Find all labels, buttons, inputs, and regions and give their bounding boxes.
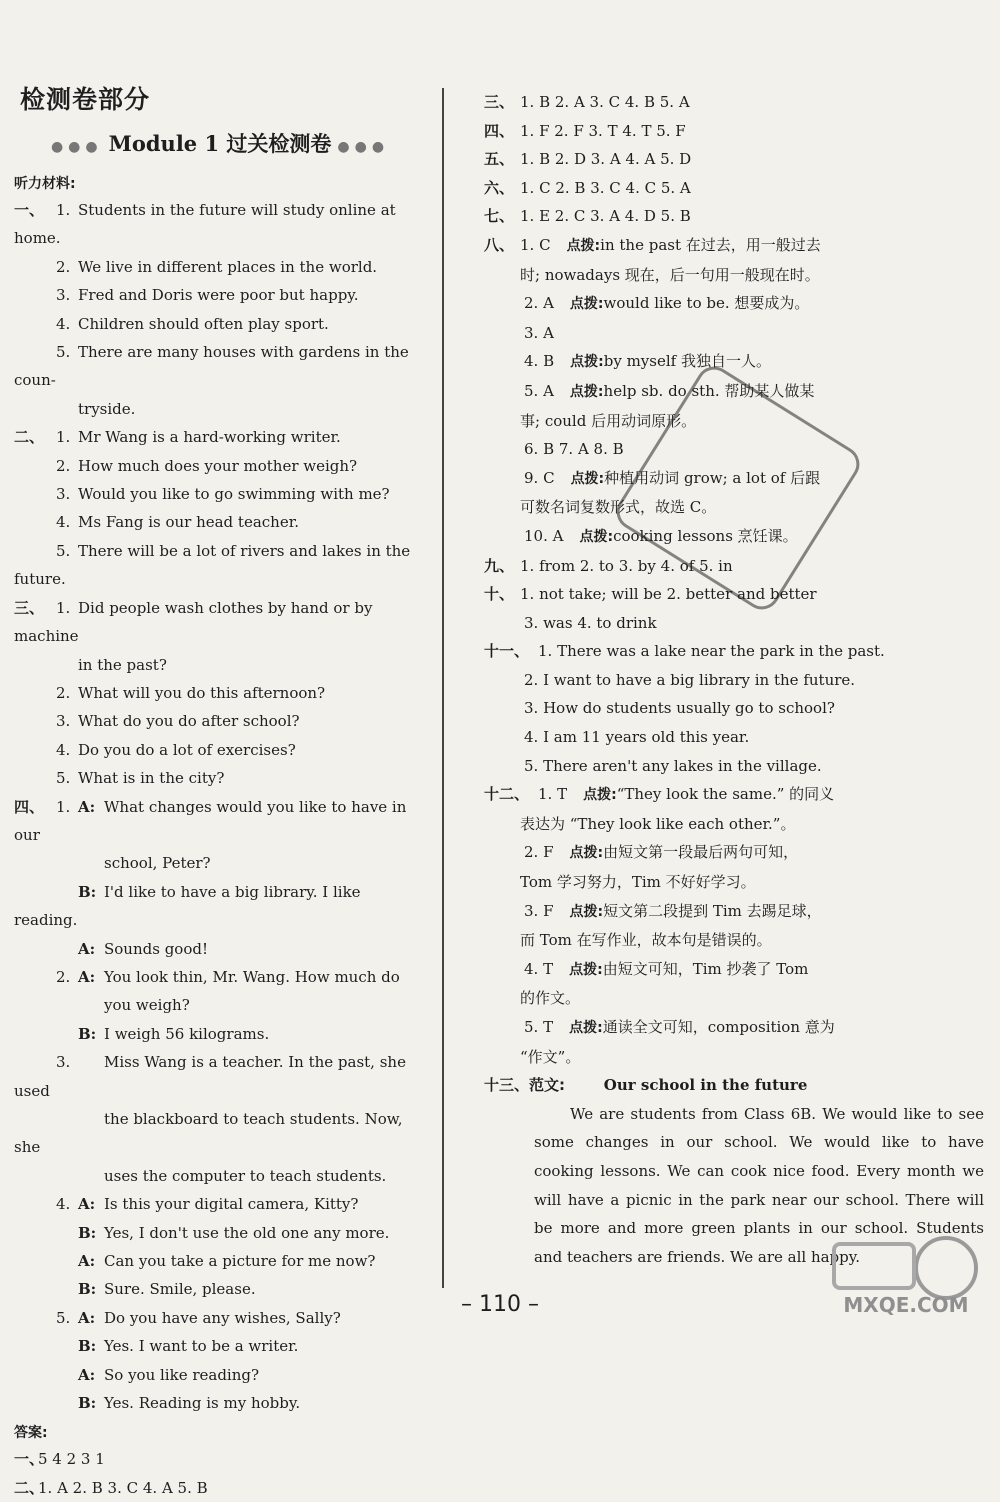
item-number: 1. bbox=[56, 201, 71, 219]
answer-key-text: 2. I want to have a big library in the future. bbox=[524, 670, 856, 689]
listening-row bbox=[14, 1162, 426, 1190]
row-prefix: 二、 bbox=[14, 428, 45, 447]
speaker-label: B: bbox=[78, 1223, 97, 1242]
answer-key-text: 可数名词复数形式，故选 C。 bbox=[520, 498, 717, 517]
answer-key-row bbox=[484, 1013, 984, 1043]
answer-key-text: “作文”。 bbox=[520, 1047, 581, 1066]
answer-key-row bbox=[484, 88, 984, 117]
listening-text: Sounds good! bbox=[104, 939, 208, 958]
item-number: 4. bbox=[56, 1195, 71, 1214]
hint-label: 点拨: bbox=[570, 470, 605, 487]
answer-key-row bbox=[484, 810, 984, 839]
essay-heading bbox=[484, 1071, 984, 1100]
hint-text: by myself 我独自一人。 bbox=[603, 352, 771, 371]
answer-key-row bbox=[484, 666, 984, 695]
answer-key-text: 3. How do students usually go to school? bbox=[524, 699, 835, 718]
hint-text: cooking lessons 烹饪课。 bbox=[613, 526, 798, 545]
listening-row bbox=[14, 878, 426, 935]
listening-row bbox=[14, 1332, 426, 1360]
listening-row bbox=[14, 1219, 426, 1247]
answer-key-text: 1. from 2. to 3. by 4. of 5. in bbox=[520, 556, 733, 575]
answer-key-text: 10. A bbox=[524, 526, 564, 545]
speaker-label: A: bbox=[78, 967, 96, 986]
answer-key-text: 5. There aren't any lakes in the village. bbox=[524, 756, 822, 775]
listening-row bbox=[14, 849, 426, 877]
listening-row bbox=[14, 651, 426, 679]
hint-text: help sb. do sth. 帮助某人做某 bbox=[603, 381, 815, 400]
listening-text: Ms Fang is our head teacher. bbox=[78, 513, 300, 532]
answer-key-row bbox=[484, 868, 984, 897]
answer-key-text: 1. F 2. F 3. T 4. T 5. F bbox=[520, 121, 686, 140]
answer-key-row bbox=[484, 897, 984, 927]
listening-text: You look thin, Mr. Wang. How much do bbox=[104, 967, 400, 986]
section-title: 检测卷部分 bbox=[20, 85, 151, 114]
right-column bbox=[484, 88, 984, 1271]
listening-row bbox=[14, 764, 426, 792]
hint-text: 种植用动词 grow; a lot of 后跟 bbox=[604, 468, 821, 487]
listening-text: How much does your mother weigh? bbox=[78, 456, 358, 475]
listening-list bbox=[14, 196, 426, 1417]
speaker-label: B: bbox=[78, 1280, 97, 1299]
answer-key-row bbox=[484, 637, 984, 666]
hint-label: 点拨: bbox=[569, 903, 604, 920]
row-prefix: 七、 bbox=[484, 207, 515, 226]
answer-key-text: 1. not take; will be 2. better and better bbox=[520, 585, 817, 604]
row-prefix: 五、 bbox=[484, 150, 515, 169]
listening-text: Yes, I don't use the old one any more. bbox=[104, 1223, 390, 1242]
row-prefix: 六、 bbox=[484, 178, 515, 197]
listening-row bbox=[14, 935, 426, 963]
item-number: 4. bbox=[56, 513, 71, 532]
listening-text: Students in the future will study online at home. bbox=[14, 201, 396, 248]
essay-prefix: 十三、范文: bbox=[484, 1076, 565, 1095]
listening-text: We live in different places in the world. bbox=[78, 257, 378, 276]
item-number: 2. bbox=[56, 683, 71, 702]
answer-key-row bbox=[484, 174, 984, 203]
listening-row bbox=[14, 1020, 426, 1048]
answer-key-text: 3. F bbox=[524, 901, 554, 920]
hint-text: in the past 在过去，用一般过去 bbox=[600, 235, 821, 254]
listening-text: in the past? bbox=[78, 655, 167, 674]
answer-key-text: 事; could 后用动词原形。 bbox=[520, 411, 697, 430]
answer-key-row bbox=[484, 609, 984, 638]
answer-key-text: 1. T bbox=[538, 785, 568, 804]
listening-text: Do you have any wishes, Sally? bbox=[104, 1308, 341, 1327]
row-prefix: 三、 bbox=[14, 598, 45, 617]
row-prefix: 十二、 bbox=[484, 785, 530, 804]
answer-row bbox=[14, 1474, 426, 1502]
answer-row bbox=[14, 1445, 426, 1473]
listening-text: I'd like to have a big library. I like reading. bbox=[14, 882, 361, 930]
hint-text: 由短文可知，Tim 抄袭了 Tom bbox=[602, 959, 809, 978]
speaker-label: B: bbox=[78, 1024, 97, 1043]
listening-text: There are many houses with gardens in the coun- bbox=[14, 343, 409, 390]
listening-row bbox=[14, 594, 426, 651]
answer-key-row bbox=[484, 319, 984, 348]
listening-row bbox=[14, 1190, 426, 1218]
item-number: 5. bbox=[56, 343, 71, 362]
hint-text: 由短文第一段最后两句可知， bbox=[603, 843, 799, 862]
answer-key-text: 4. B bbox=[524, 352, 555, 371]
speaker-label: B: bbox=[78, 1337, 97, 1356]
essay-body: We are students from Class 6B. We would like to see some changes in our school. We would like to have cooking lessons. We can cook nice food. Every month we will have a picnic in the park near our school. There will be more and more green plants in our school. Students and teachers are friends. We are all happy. bbox=[534, 1104, 984, 1266]
row-prefix: 十、 bbox=[484, 585, 515, 604]
answer-key-text: 1. B 2. A 3. C 4. B 5. A bbox=[520, 93, 690, 111]
answer-key-row bbox=[484, 289, 984, 319]
answer-key-text: 5. A bbox=[524, 381, 554, 400]
row-prefix: 十一、 bbox=[484, 642, 530, 661]
answer-key-text: 4. T bbox=[524, 959, 554, 978]
answer-key-row bbox=[484, 723, 984, 752]
listening-row bbox=[14, 679, 426, 707]
answer-key-row bbox=[484, 780, 984, 810]
answer-key-text: 1. E 2. C 3. A 4. D 5. B bbox=[520, 207, 691, 226]
listening-text: There will be a lot of rivers and lakes in the future. bbox=[14, 541, 411, 589]
hint-label: 点拨: bbox=[569, 296, 604, 313]
module-title-text: Module 1 过关检测卷 bbox=[108, 131, 332, 156]
row-prefix: 一、 bbox=[14, 201, 45, 219]
answer-key-text: 1. B 2. D 3. A 4. A 5. D bbox=[520, 150, 692, 169]
listening-row bbox=[14, 1048, 426, 1105]
hint-text: “They look the same.” 的同义 bbox=[616, 785, 835, 804]
left-column bbox=[14, 80, 426, 1502]
item-number: 3. bbox=[56, 1053, 71, 1072]
listening-text: What is in the city? bbox=[78, 769, 225, 788]
answer-key-row bbox=[484, 984, 984, 1013]
answer-key-text: 5. T bbox=[524, 1018, 554, 1036]
item-number: 3. bbox=[56, 712, 71, 731]
listening-row bbox=[14, 423, 426, 451]
hint-text: 短文第二段提到 Tim 去踢足球， bbox=[603, 901, 822, 920]
essay-title: Our school in the future bbox=[603, 1076, 808, 1095]
listening-text: you weigh? bbox=[104, 996, 190, 1015]
item-number: 5. bbox=[56, 541, 71, 560]
hint-label: 点拨: bbox=[569, 961, 603, 978]
listening-text: tryside. bbox=[78, 399, 136, 418]
answer-key-row bbox=[484, 347, 984, 377]
listening-row bbox=[14, 196, 426, 253]
answer-key-row bbox=[484, 231, 984, 261]
item-number: 3. bbox=[56, 286, 71, 305]
answer-text: 1. A 2. B 3. C 4. A 5. B bbox=[38, 1478, 208, 1497]
listening-text: Would you like to go swimming with me? bbox=[78, 485, 390, 504]
speaker-label: A: bbox=[78, 1308, 96, 1327]
listening-text: I weigh 56 kilograms. bbox=[104, 1024, 270, 1043]
speaker-label: A: bbox=[78, 939, 96, 958]
listening-row bbox=[14, 310, 426, 338]
answer-key-row bbox=[484, 117, 984, 146]
answers-list bbox=[14, 1445, 426, 1502]
listening-text: Mr Wang is a hard-working writer. bbox=[78, 428, 341, 447]
item-number: 5. bbox=[56, 1308, 71, 1327]
listening-text: So you like reading? bbox=[104, 1365, 260, 1384]
listening-row bbox=[14, 1105, 426, 1162]
listening-text: Do you do a lot of exercises? bbox=[78, 740, 296, 759]
answer-key-text: 3. was 4. to drink bbox=[524, 613, 657, 632]
listening-row bbox=[14, 480, 426, 508]
hint-label: 点拨: bbox=[570, 354, 604, 371]
listening-text: the blackboard to teach students. Now, she bbox=[14, 1110, 403, 1157]
listening-label: 听力材料: bbox=[14, 176, 76, 192]
item-number: 1. bbox=[56, 797, 71, 816]
answer-key-text: 6. B 7. A 8. B bbox=[524, 440, 624, 459]
row-prefix: 八、 bbox=[484, 235, 515, 254]
answer-key-row bbox=[484, 145, 984, 174]
answer-key-text: 表达为 “They look like each other.”。 bbox=[520, 814, 796, 833]
item-number: 2. bbox=[56, 456, 71, 475]
answer-key-row bbox=[484, 202, 984, 231]
row-prefix: 四、 bbox=[14, 797, 45, 816]
dots-left-icon: ●●● bbox=[50, 139, 103, 155]
answer-key-text: 2. A bbox=[524, 294, 554, 313]
item-number: 4. bbox=[56, 740, 71, 759]
listening-text: Is this your digital camera, Kitty? bbox=[104, 1195, 359, 1214]
answer-key-row bbox=[484, 694, 984, 723]
speaker-label: A: bbox=[78, 797, 96, 816]
listening-row bbox=[14, 793, 426, 850]
listening-text: Yes. Reading is my hobby. bbox=[104, 1394, 301, 1413]
listening-row bbox=[14, 253, 426, 281]
listening-row bbox=[14, 1361, 426, 1389]
item-number: 1. bbox=[56, 428, 71, 447]
item-number: 4. bbox=[56, 314, 71, 333]
listening-row bbox=[14, 963, 426, 991]
listening-row bbox=[14, 537, 426, 594]
answer-key-row bbox=[484, 1043, 984, 1072]
hint-label: 点拨: bbox=[569, 1020, 603, 1036]
answer-key-text: 4. I am 11 years old this year. bbox=[524, 728, 750, 747]
row-prefix: 三、 bbox=[484, 93, 515, 111]
row-prefix: 四、 bbox=[484, 121, 515, 140]
hint-text: would like to be. 想要成为。 bbox=[603, 294, 810, 313]
listening-row bbox=[14, 991, 426, 1019]
row-prefix: 二、 bbox=[14, 1478, 45, 1497]
listening-row bbox=[14, 395, 426, 423]
answer-text: 5 4 2 3 1 bbox=[38, 1450, 105, 1469]
listening-text: Children should often play sport. bbox=[78, 314, 329, 333]
item-number: 3. bbox=[56, 485, 71, 504]
speaker-label: B: bbox=[78, 1394, 97, 1413]
listening-text: Yes. I want to be a writer. bbox=[104, 1337, 299, 1356]
answer-key-row bbox=[484, 752, 984, 781]
hint-label: 点拨: bbox=[569, 383, 604, 400]
answer-key-row bbox=[484, 955, 984, 985]
column-divider bbox=[442, 88, 444, 1288]
speaker-label: A: bbox=[78, 1252, 96, 1271]
listening-text: school, Peter? bbox=[104, 854, 211, 873]
item-number: 2. bbox=[56, 967, 71, 986]
item-number: 5. bbox=[56, 769, 71, 788]
answer-key-text: 2. F bbox=[524, 843, 554, 862]
item-number: 2. bbox=[56, 257, 71, 276]
listening-row bbox=[14, 452, 426, 480]
page-number: – 110 – bbox=[461, 1292, 539, 1317]
listening-row bbox=[14, 736, 426, 764]
listening-row bbox=[14, 338, 426, 395]
item-number: 1. bbox=[56, 598, 71, 617]
speaker-label: A: bbox=[78, 1365, 96, 1384]
answer-key-text: 1. C bbox=[520, 235, 551, 254]
listening-text: uses the computer to teach students. bbox=[104, 1166, 387, 1185]
listening-text: Fred and Doris were poor but happy. bbox=[78, 286, 359, 305]
listening-text: Did people wash clothes by hand or by machine bbox=[14, 598, 373, 646]
hint-label: 点拨: bbox=[566, 237, 601, 254]
speaker-label: B: bbox=[78, 882, 97, 901]
listening-text: Miss Wang is a teacher. In the past, she used bbox=[14, 1053, 406, 1100]
answer-key-text: 9. C bbox=[524, 468, 555, 487]
answer-key-row bbox=[484, 926, 984, 955]
listening-text: What will you do this afternoon? bbox=[78, 683, 326, 702]
listening-row bbox=[14, 1389, 426, 1417]
listening-row bbox=[14, 707, 426, 735]
listening-text: What do you do after school? bbox=[78, 712, 300, 731]
module-title bbox=[14, 128, 426, 158]
hint-label: 点拨: bbox=[579, 528, 614, 545]
dots-right-icon: ●●● bbox=[337, 139, 390, 155]
hint-text: 通读全文可知，composition 意为 bbox=[602, 1018, 835, 1036]
listening-text: Can you take a picture for me now? bbox=[104, 1252, 376, 1271]
listening-row bbox=[14, 281, 426, 309]
listening-row bbox=[14, 1247, 426, 1275]
answer-key-text: 时; nowadays 现在，后一句用一般现在时。 bbox=[520, 265, 820, 284]
listening-row bbox=[14, 508, 426, 536]
speaker-label: A: bbox=[78, 1195, 96, 1214]
answer-key-text: 1. There was a lake near the park in the past. bbox=[538, 642, 885, 661]
answer-key-text: 1. C 2. B 3. C 4. C 5. A bbox=[520, 178, 691, 197]
hint-label: 点拨: bbox=[583, 787, 617, 804]
answer-key-text: 的作文。 bbox=[520, 989, 581, 1008]
answer-key-text: Tom 学习努力，Tim 不好好学习。 bbox=[520, 873, 756, 892]
answer-key-row bbox=[484, 261, 984, 290]
answers-label: 答案: bbox=[14, 1425, 48, 1442]
answer-key-text: 3. A bbox=[524, 323, 554, 342]
listening-text: What changes would you like to have in our bbox=[14, 797, 407, 844]
row-prefix: 九、 bbox=[484, 556, 515, 575]
watermark-text: MXQE.COM bbox=[843, 1293, 969, 1317]
hint-label: 点拨: bbox=[569, 845, 604, 862]
row-prefix: 一、 bbox=[14, 1450, 45, 1469]
answer-key-text: 而 Tom 在写作业，故本句是错误的。 bbox=[520, 931, 772, 950]
answer-key-row bbox=[484, 838, 984, 868]
listening-text: Sure. Smile, please. bbox=[104, 1280, 256, 1299]
